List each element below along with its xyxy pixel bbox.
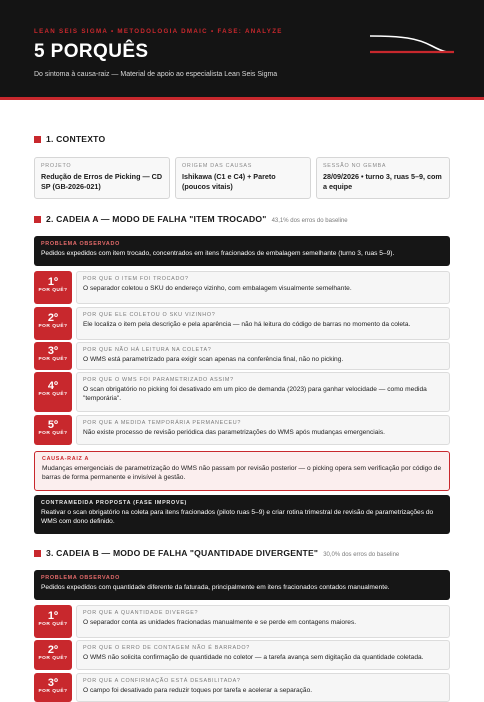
why-card [76,605,450,638]
decorative-curve-icon [362,22,462,62]
problem-text: Pedidos expedidos com quantidade diferente da faturada, principalmente em itens fracionados contados manualmente. [41,584,390,591]
problem-box-b [34,570,450,600]
section-note: 30,0% dos erros do baseline [323,552,400,558]
why-badge [34,415,72,445]
why-number: 2º [47,644,59,656]
section-title-text: 2. CADEIA A — MODO DE FALHA "ITEM TROCADO" [46,214,267,224]
why-badge [34,605,72,638]
header-kicker: LEAN SEIS SIGMA • METODOLOGIA DMAIC • FASE: ANALYZE [34,28,283,35]
why-card [76,673,450,702]
why-card [76,342,450,370]
why-answer: O WMS não solicita confirmação de quantidade no coletor — a tarefa avança sem digitação da quantidade coletada. [83,654,424,661]
why-question: POR QUE O WMS FOI PARAMETRIZADO ASSIM? [83,377,234,383]
why-badge-label: POR QUÊ? [38,622,68,627]
why-answer: Ele localiza o item pela descrição e pela aparência — não há leitura do código de barras no momento da coleta. [83,321,411,328]
why-badge-label: POR QUÊ? [38,689,68,694]
why-badge [34,673,72,702]
context-card-origin [175,157,311,199]
context-card-label: SESSÃO NO GEMBA [323,163,387,169]
why-question: POR QUE ELE COLETOU O SKU VIZINHO? [83,312,216,318]
why-card [76,307,450,340]
why-number: 1º [47,276,59,288]
why-number: 5º [47,419,59,431]
root-cause-label: CAUSA-RAIZ A [42,456,90,462]
countermeasure-text: Reativar o scan obrigatório na coleta para itens fracionados (piloto ruas 5–9) e criar rotina trimestral de revisão de parametrizações do WMS com dono definido. [41,509,434,525]
why-badge-label: POR QUÊ? [38,357,68,362]
why-badge-label: POR QUÊ? [38,656,68,661]
countermeasure-label: CONTRAMEDIDA PROPOSTA (FASE IMPROVE) [41,500,187,506]
context-card-value: 28/09/2026 • turno 3, ruas 5–9, com a equipe [323,172,442,191]
why-question: POR QUE O ERRO DE CONTAGEM NÃO É BARRADO? [83,645,250,651]
problem-label: PROBLEMA OBSERVADO [41,575,120,581]
why-number: 3º [47,677,59,689]
section-marker-icon [34,216,41,223]
why-answer: O separador coletou o SKU do endereço vizinho, com embalagem visualmente semelhante. [83,285,352,292]
section-marker-icon [34,136,41,143]
why-question: POR QUE A CONFIRMAÇÃO ESTÁ DESABILITADA? [83,678,241,684]
why-answer: O scan obrigatório no picking foi desativado em um pico de demanda (2023) para ganhar velocidade — como medida "temporária". [83,386,427,402]
header-accent-bar [0,97,484,100]
page-subtitle: Do sintoma à causa-raiz — Material de apoio ao especialista Lean Seis Sigma [34,71,278,78]
root-cause-text: Mudanças emergenciais de parametrização do WMS não passam por revisão posterior — o picking opera sem verificação por código de barras de forma permanente e invisível à gestão. [42,465,442,481]
section-note: 43,1% dos erros do baseline [271,218,348,224]
problem-label: PROBLEMA OBSERVADO [41,241,120,247]
why-card [76,415,450,445]
context-card-label: ORIGEM DAS CAUSAS [182,163,253,169]
why-badge [34,307,72,340]
why-answer: O campo foi desativado para reduzir toques por tarefa e acelerar a separação. [83,687,313,694]
why-card [76,271,450,304]
section-chain-b-heading [34,548,454,560]
page-title: 5 PORQUÊS [34,41,149,62]
section-context-heading [34,134,454,146]
page-header [0,0,484,100]
section-marker-icon [34,550,41,557]
why-number: 1º [47,610,59,622]
why-question: POR QUE A MEDIDA TEMPORÁRIA PERMANECEU? [83,420,242,426]
problem-box-a [34,236,450,266]
context-card-label: PROJETO [41,163,72,169]
why-question: POR QUE A QUANTIDADE DIVERGE? [83,610,199,616]
why-badge [34,271,72,304]
why-question: POR QUE O ITEM FOI TROCADO? [83,276,189,282]
section-title-text: 3. CADEIA B — MODO DE FALHA "QUANTIDADE DIVERGENTE" [46,548,319,558]
why-badge-label: POR QUÊ? [38,431,68,436]
why-answer: O separador conta as unidades fracionadas manualmente e se perde em contagens maiores. [83,619,357,626]
why-card [76,640,450,670]
section-title [46,548,399,558]
context-card-session [316,157,450,199]
why-badge [34,640,72,670]
context-card-value: Redução de Erros de Picking — CD SP (GB-2026-021) [41,172,163,191]
section-title: 1. CONTEXTO [46,134,106,144]
section-title [46,214,348,224]
why-number: 3º [47,345,59,357]
context-card-project [34,157,170,199]
why-number: 4º [47,380,59,392]
why-card [76,372,450,412]
why-number: 2º [47,312,59,324]
root-cause-box-a [34,451,450,491]
why-badge [34,372,72,412]
problem-text: Pedidos expedidos com item trocado, concentrados em itens fracionados de embalagem semelhante (turno 3, ruas 5–9). [41,250,395,257]
why-answer: O WMS está parametrizado para exigir scan apenas na conferência final, não no picking. [83,356,344,363]
why-badge-label: POR QUÊ? [38,392,68,397]
context-card-value: Ishikawa (C1 e C4) + Pareto (poucos vitais) [182,172,276,191]
why-badge [34,342,72,370]
section-chain-a-heading [34,214,454,226]
countermeasure-box [34,495,450,534]
why-answer: Não existe processo de revisão periódica das parametrizações do WMS após mudanças emergenciais. [83,429,385,436]
why-badge-label: POR QUÊ? [38,288,68,293]
why-badge-label: POR QUÊ? [38,324,68,329]
why-question: POR QUE NÃO HÁ LEITURA NA COLETA? [83,347,212,353]
